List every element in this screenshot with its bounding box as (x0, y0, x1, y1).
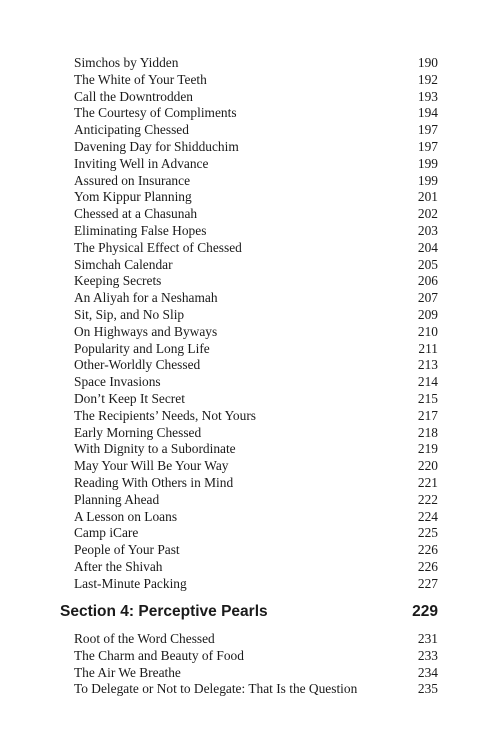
toc-entry (74, 206, 438, 223)
toc-entry (74, 391, 438, 408)
toc-entry (74, 441, 438, 458)
toc-entry-page: 199 (417, 155, 438, 171)
toc-entry-page: 205 (417, 256, 438, 272)
toc-entry-page: 221 (417, 474, 438, 490)
toc-entry-title: Keeping Secrets (74, 273, 162, 289)
toc-entry (74, 240, 438, 257)
toc-entry-title: Reading With Others in Mind (74, 474, 234, 490)
toc-entry-title: Call the Downtrodden (74, 88, 194, 104)
toc-entry (74, 475, 438, 492)
toc-entry (74, 257, 438, 274)
toc-entry-title: Don’t Keep It Secret (74, 390, 185, 406)
toc-entry (74, 173, 438, 190)
toc-entry-title: On Highways and Byways (74, 323, 218, 339)
toc-entry (74, 559, 438, 576)
toc-entry (74, 290, 438, 307)
section-title: Section 4: Perceptive Pearls (60, 603, 268, 620)
toc-entry-title: Early Morning Chessed (74, 424, 202, 440)
toc-entry-page: 202 (417, 206, 438, 222)
toc-entry-title: Camp iCare (74, 525, 139, 541)
toc-entry-title: A Lesson on Loans (74, 508, 178, 524)
toc-entry-title: Yom Kippur Planning (74, 189, 192, 205)
toc-entry (74, 89, 438, 106)
toc-entry (74, 425, 438, 442)
section-heading (60, 603, 438, 621)
toc-entry (74, 156, 438, 173)
toc-entry-title: Davening Day for Shidduchim (74, 138, 239, 154)
toc-entry (74, 374, 438, 391)
toc-entry (74, 542, 438, 559)
toc-entry (74, 509, 438, 526)
toc-entry-title: With Dignity to a Subordinate (74, 441, 236, 457)
toc-entry-page: 199 (417, 172, 438, 188)
toc-entry-page: 197 (417, 138, 438, 154)
toc-entry-title: Chessed at a Chasunah (74, 206, 198, 222)
toc-entry-title: An Aliyah for a Neshamah (74, 290, 218, 306)
toc-entry-title: To Delegate or Not to Delegate: That Is the Question (74, 681, 358, 697)
toc-entry-page: 201 (417, 189, 438, 205)
toc-entry (74, 576, 438, 593)
toc-entry-title: Planning Ahead (74, 491, 160, 507)
toc-entry-page: 192 (417, 71, 438, 87)
toc-entry-title: Other-Worldly Chessed (74, 357, 201, 373)
toc-entry-page: 190 (417, 55, 438, 70)
toc-entry-page: 197 (417, 122, 438, 138)
toc-entry-page: 207 (417, 290, 438, 306)
section-page-number: 229 (412, 603, 438, 620)
toc-entry-page: 234 (417, 664, 438, 680)
toc-entry (74, 408, 438, 425)
toc-entry-title: Simchah Calendar (74, 256, 173, 272)
toc-entry (74, 525, 438, 542)
toc-entry-page: 211 (418, 340, 438, 356)
toc-entry-page: 209 (417, 306, 438, 322)
toc-entry (74, 681, 438, 698)
toc-entry-title: Space Invasions (74, 374, 161, 390)
toc-entry-title: Last-Minute Packing (74, 575, 187, 591)
toc-entry-page: 226 (417, 558, 438, 574)
toc-entry-title: May Your Will Be Your Way (74, 458, 229, 474)
toc-entry-page: 235 (417, 681, 438, 697)
toc-entry-page: 226 (417, 542, 438, 558)
toc-entry (74, 324, 438, 341)
toc-entry-title: The Recipients’ Needs, Not Yours (74, 407, 256, 423)
toc-entry (74, 341, 438, 358)
toc-entry (74, 105, 438, 122)
toc-entry-title: People of Your Past (74, 542, 180, 558)
toc-entry-title: The White of Your Teeth (74, 71, 207, 87)
toc-entry (74, 55, 438, 72)
toc-entry (74, 665, 438, 682)
toc-entry-page: 224 (417, 508, 438, 524)
toc-entry-page: 217 (417, 407, 438, 423)
toc-entry-title: The Charm and Beauty of Food (74, 647, 244, 663)
toc-entry-page: 210 (417, 323, 438, 339)
toc-entry-title: Simchos by Yidden (74, 55, 179, 70)
toc-entry (74, 139, 438, 156)
toc-entry-page: 213 (417, 357, 438, 373)
toc-entry (74, 189, 438, 206)
toc-entry-page: 203 (417, 222, 438, 238)
toc-entry-page: 227 (417, 575, 438, 591)
toc-entry-title: Eliminating False Hopes (74, 222, 207, 238)
toc-entry-page: 219 (417, 441, 438, 457)
toc-entry-page: 204 (417, 239, 438, 255)
toc-entry-title: Assured on Insurance (74, 172, 191, 188)
toc-entry-title: Sit, Sip, and No Slip (74, 306, 185, 322)
toc-entry-page: 220 (417, 458, 438, 474)
toc-entry (74, 122, 438, 139)
toc-entry-page: 225 (417, 525, 438, 541)
toc-entry (74, 307, 438, 324)
toc-entry-title: Inviting Well in Advance (74, 155, 209, 171)
toc-entry-page: 214 (417, 374, 438, 390)
toc-entry-title: Anticipating Chessed (74, 122, 189, 138)
toc-entry (74, 357, 438, 374)
toc-entry (74, 631, 438, 648)
toc-entry (74, 72, 438, 89)
toc-entry-page: 231 (417, 631, 438, 646)
toc-entry-title: The Courtesy of Compliments (74, 105, 237, 121)
toc-entry-title: The Physical Effect of Chessed (74, 239, 242, 255)
toc-entry (74, 273, 438, 290)
toc-entry-page: 218 (417, 424, 438, 440)
toc-entry (74, 458, 438, 475)
toc-list (74, 631, 438, 698)
toc-entry-page: 193 (417, 88, 438, 104)
toc-entry-title: The Air We Breathe (74, 664, 181, 680)
toc-entry (74, 492, 438, 509)
toc-entry-page: 194 (417, 105, 438, 121)
toc-entry-title: Root of the Word Chessed (74, 631, 215, 646)
toc-entry-title: After the Shivah (74, 558, 163, 574)
toc-list (74, 55, 438, 593)
toc-entry-page: 222 (417, 491, 438, 507)
toc-entry-page: 206 (417, 273, 438, 289)
toc-entry (74, 648, 438, 665)
toc-entry-title: Popularity and Long Life (74, 340, 210, 356)
toc-entry-page: 233 (417, 647, 438, 663)
toc-entry-page: 215 (417, 390, 438, 406)
toc-entry (74, 223, 438, 240)
